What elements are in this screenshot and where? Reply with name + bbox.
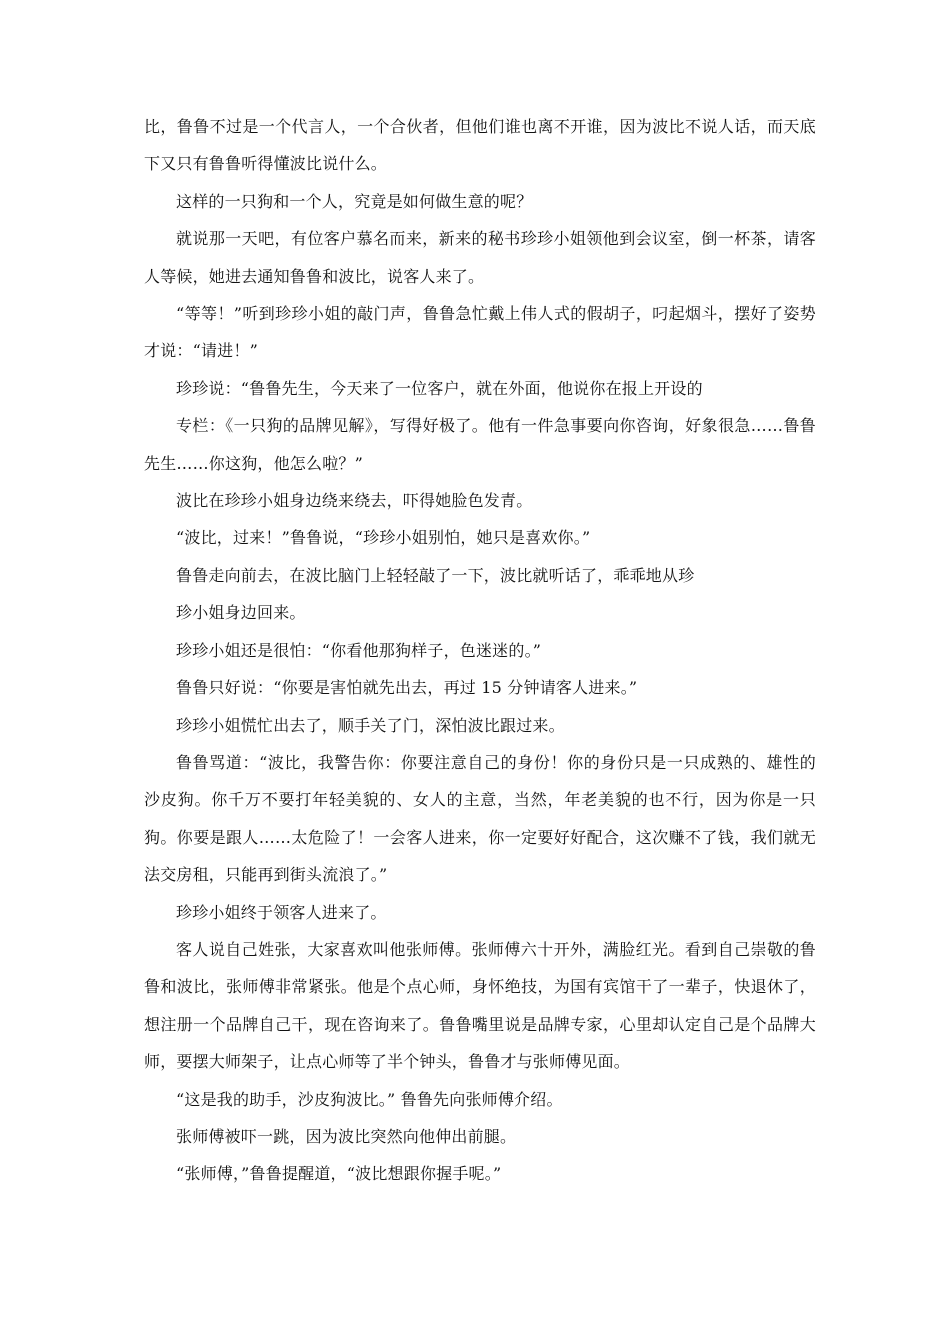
- paragraph: “这是我的助手，沙皮狗波比。” 鲁鲁先向张师傅介绍。: [176, 1089, 563, 1109]
- paragraph: 客人说自己姓张，大家喜欢叫他张师傅。张师傅六十开外，满脸红光。看到自己崇敬的鲁鲁和波比，张师傅非常紧张。他是个点心师，身怀绝技，为国有宾馆干了一辈子，快退休了，想注册一个品牌自己干，现在咨询来了。鲁鲁嘴里说是品牌专家，心里却认定自己是个品牌大师，要摆大师架子，让点心师等了半个钟头，鲁鲁才与张师傅见面。: [144, 939, 816, 1072]
- paragraph: 鲁鲁走向前去，在波比脑门上轻轻敲了一下，波比就听话了，乖乖地从珍: [176, 565, 695, 585]
- paragraph: 张师傅被吓一跳，因为波比突然向他伸出前腿。: [176, 1126, 517, 1146]
- body-text: [144, 108, 816, 1193]
- paragraph: 珍珍小姐慌忙出去了，顺手关了门，深怕波比跟过来。: [176, 715, 565, 735]
- paragraph: 波比在珍珍小姐身边绕来绕去，吓得她脸色发青。: [176, 491, 533, 511]
- paragraph: “波比，过来！”鲁鲁说，“珍珍小姐别怕，她只是喜欢你。”: [176, 528, 591, 548]
- paragraph: 珍小姐身边回来。: [176, 603, 306, 623]
- paragraph: 比，鲁鲁不过是一个代言人，一个合伙者，但他们谁也离不开谁，因为波比不说人话，而天底下又只有鲁鲁听得懂波比说什么。: [144, 117, 816, 174]
- paragraph: 鲁鲁骂道：“波比，我警告你：你要注意自己的身份！你的身份只是一只成熟的、雄性的沙皮狗。你千万不要打年轻美貌的、女人的主意，当然，年老美貌的也不行，因为你是一只狗。你要是跟人……太危险了！一会客人进来，你一定要好好配合，这次赚不了钱，我们就无法交房租，只能再到街头流浪了。”: [144, 752, 816, 885]
- paragraph: “等等！”听到珍珍小姐的敲门声，鲁鲁急忙戴上伟人式的假胡子，叼起烟斗，摆好了姿势才说：“请进！”: [144, 304, 816, 361]
- paragraph: 珍珍说：“鲁鲁先生，今天来了一位客户，就在外面，他说你在报上开设的: [176, 378, 703, 398]
- paragraph: 珍珍小姐还是很怕：“你看他那狗样子，色迷迷的。”: [176, 640, 542, 660]
- paragraph: 珍珍小姐终于领客人进来了。: [176, 902, 387, 922]
- paragraph: “张师傅，”鲁鲁提醒道，“波比想跟你握手呢。”: [176, 1164, 502, 1184]
- paragraph: 专栏：《一只狗的品牌见解》，写得好极了。他有一件急事要向你咨询，好象很急……鲁鲁先生……你这狗，他怎么啦？”: [144, 416, 816, 473]
- paragraph: 鲁鲁只好说：“你要是害怕就先出去，再过 15 分钟请客人进来。”: [176, 678, 638, 698]
- paragraph: 就说那一天吧，有位客户慕名而来，新来的秘书珍珍小姐领他到会议室，倒一杯茶，请客人等候，她进去通知鲁鲁和波比，说客人来了。: [144, 229, 816, 286]
- paragraph: 这样的一只狗和一个人，究竟是如何做生意的呢？: [176, 191, 533, 211]
